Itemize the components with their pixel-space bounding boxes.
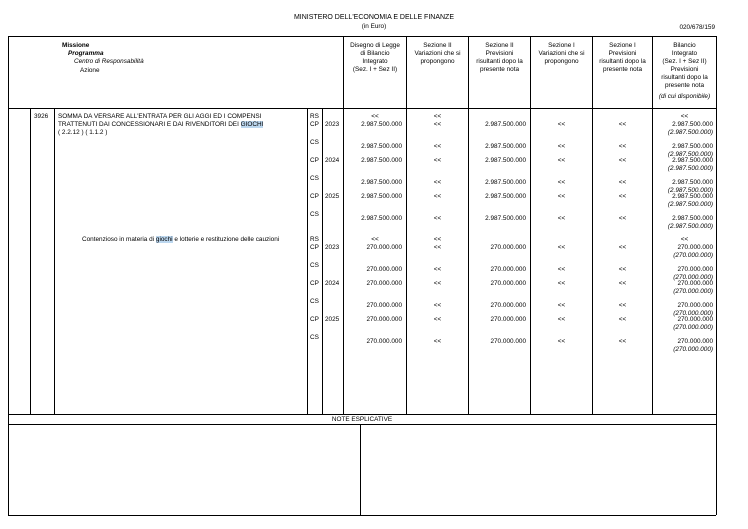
cell-c5: <<: [618, 316, 627, 323]
currency-label: (in Euro): [361, 23, 387, 30]
cell-c5: <<: [618, 266, 627, 273]
cell-c5: <<: [618, 193, 627, 200]
cell-c6: 270.000.000: [677, 302, 713, 309]
cell-c2: <<: [433, 193, 442, 200]
cell-c4: <<: [557, 280, 566, 287]
cell-c3: 2.987.500.000: [485, 121, 526, 128]
row-type: CS: [310, 298, 319, 305]
cell-c6-available: (2.987.500.000): [667, 223, 713, 230]
row-type: CS: [310, 175, 319, 182]
row-year: 2025: [325, 316, 340, 323]
header-sez1-prev: Sezione I Previsioni risultanti dopo la presente nota: [599, 42, 646, 73]
cell-c3: 2.987.500.000: [485, 193, 526, 200]
cell-c5: <<: [618, 244, 627, 251]
cell-c1: 2.987.500.000: [361, 121, 402, 128]
cell-c2: <<: [433, 215, 442, 222]
cell-c5: <<: [618, 338, 627, 345]
cell-c6-available: (270.000.000): [673, 252, 713, 259]
cell-c4: <<: [557, 302, 566, 309]
row-type: CP: [310, 193, 319, 200]
pg-description: Contenzioso in materia di giochi e lotterie e restituzione delle cauzioni: [82, 236, 280, 243]
cell-c2: <<: [433, 266, 442, 273]
cell-c6-available: (270.000.000): [673, 288, 713, 295]
row-year: 2024: [325, 157, 340, 164]
cell-c2: <<: [433, 338, 442, 345]
cell-c3: 270.000.000: [490, 316, 526, 323]
cell-c4: <<: [557, 316, 566, 323]
cell-c2: <<: [433, 302, 442, 309]
row-type: CS: [310, 139, 319, 146]
row-year: 2023: [325, 121, 340, 128]
header-ddl: Disegno di Legge di Bilancio Integrato (Sez. I + Sez II): [350, 42, 400, 73]
cell-c2: <<: [433, 179, 442, 186]
header-sez2-var: Sezione II Variazioni che si propongono: [414, 42, 461, 65]
cell-c3: 270.000.000: [490, 280, 526, 287]
cell-c6-available: (2.987.500.000): [667, 187, 713, 194]
cell-c2: <<: [433, 280, 442, 287]
chapter-number: 3926: [34, 113, 49, 120]
cell-c4: <<: [557, 143, 566, 150]
cell-c5: <<: [618, 143, 627, 150]
cell-c6: 270.000.000: [677, 316, 713, 323]
cell-c6-available: (2.987.500.000): [667, 129, 713, 136]
chapter-description: SOMMA DA VERSARE ALL'ENTRATA PER GLI AGGI ED I COMPENSI TRATTENUTI DAI CONCESSIONARI E DAI RIVENDITORI DEI GIOCHI ( 2.2.12 ) ( 1.1.2 ): [58, 113, 264, 136]
header-sez2-prev: Sezione II Previsioni risultanti dopo la presente nota: [476, 42, 523, 73]
cell-c6-available: (270.000.000): [673, 274, 713, 281]
cell-c1: 2.987.500.000: [361, 179, 402, 186]
cell-c5: <<: [618, 179, 627, 186]
cell-c6-available: (2.987.500.000): [667, 151, 713, 158]
cell-c1: 2.987.500.000: [361, 157, 402, 164]
notes-title: NOTE ESPLICATIVE: [331, 416, 393, 423]
cell-c4: <<: [557, 121, 566, 128]
cell-c5: <<: [618, 280, 627, 287]
cell-c6: 270.000.000: [677, 280, 713, 287]
cell-c1: 270.000.000: [366, 316, 402, 323]
cell-c1: 270.000.000: [366, 338, 402, 345]
row-year: 2024: [325, 280, 340, 287]
cell-c6-available: (270.000.000): [673, 324, 713, 331]
row-type: CS: [310, 211, 319, 218]
cell-c5: <<: [618, 121, 627, 128]
cell-c2: <<: [433, 316, 442, 323]
cell-c2: <<: [433, 244, 442, 251]
row-type: CP: [310, 316, 319, 323]
cell-c4: <<: [557, 338, 566, 345]
row-type: CS: [310, 262, 319, 269]
azione-label: Azione: [80, 67, 100, 74]
header-sez1-var: Sezione I Variazioni che si propongono: [538, 42, 585, 65]
cell-c6-available: (2.987.500.000): [667, 201, 713, 208]
centro-label: Centro di Responsabilità: [74, 58, 144, 65]
cell-c4: <<: [557, 193, 566, 200]
cell-c1: 2.987.500.000: [361, 193, 402, 200]
cell-c3: 2.987.500.000: [485, 157, 526, 164]
row-type: CP: [310, 157, 319, 164]
cell-c4: <<: [557, 266, 566, 273]
cell-c6: 2.987.500.000: [672, 215, 713, 222]
cell-c2: <<: [433, 157, 442, 164]
cell-c5: <<: [618, 157, 627, 164]
cell-c3: 270.000.000: [490, 338, 526, 345]
programma-label: Programma: [68, 50, 104, 57]
cell-c1: 270.000.000: [366, 266, 402, 273]
cell-c4: <<: [557, 157, 566, 164]
cell-c1: 270.000.000: [366, 244, 402, 251]
cell-c6-available: (270.000.000): [673, 310, 713, 317]
cell-c4: <<: [557, 179, 566, 186]
row-type: CP: [310, 244, 319, 251]
cell-c4: <<: [557, 215, 566, 222]
cell-c1: 2.987.500.000: [361, 215, 402, 222]
cell-c6-available: (270.000.000): [673, 346, 713, 353]
document-code: 020/678/159: [679, 24, 715, 31]
ministry-title: MINISTERO DELL'ECONOMIA E DELLE FINANZE: [293, 14, 455, 21]
cell-c1: 270.000.000: [366, 302, 402, 309]
cell-c6: 270.000.000: [677, 244, 713, 251]
cell-c6: 2.987.500.000: [672, 157, 713, 164]
header-bilancio: Bilancio Integrato (Sez. I + Sez II) Previsioni risultanti dopo la presente nota (di cui disponibile): [658, 42, 711, 100]
cell-c5: <<: [618, 302, 627, 309]
row-type: CP: [310, 121, 319, 128]
cell-c3: 270.000.000: [490, 244, 526, 251]
cell-c6: 2.987.500.000: [672, 121, 713, 128]
cell-c6: 2.987.500.000: [672, 179, 713, 186]
cell-c2: <<: [433, 121, 442, 128]
cell-c3: 2.987.500.000: [485, 179, 526, 186]
cell-c1: 270.000.000: [366, 280, 402, 287]
cell-c3: 270.000.000: [490, 302, 526, 309]
cell-c2: <<: [433, 143, 442, 150]
cell-c3: 270.000.000: [490, 266, 526, 273]
row-year: 2025: [325, 193, 340, 200]
row-year: 2023: [325, 244, 340, 251]
row-type: CP: [310, 280, 319, 287]
cell-c5: <<: [618, 215, 627, 222]
cell-c6: 2.987.500.000: [672, 143, 713, 150]
cell-c3: 2.987.500.000: [485, 215, 526, 222]
row-type: CS: [310, 334, 319, 341]
cell-c3: 2.987.500.000: [485, 143, 526, 150]
cell-c6: 270.000.000: [677, 266, 713, 273]
cell-c6: 2.987.500.000: [672, 193, 713, 200]
cell-c1: 2.987.500.000: [361, 143, 402, 150]
cell-c6-available: (2.987.500.000): [667, 165, 713, 172]
missione-label: Missione: [62, 42, 90, 49]
cell-c4: <<: [557, 244, 566, 251]
cell-c6: 270.000.000: [677, 338, 713, 345]
